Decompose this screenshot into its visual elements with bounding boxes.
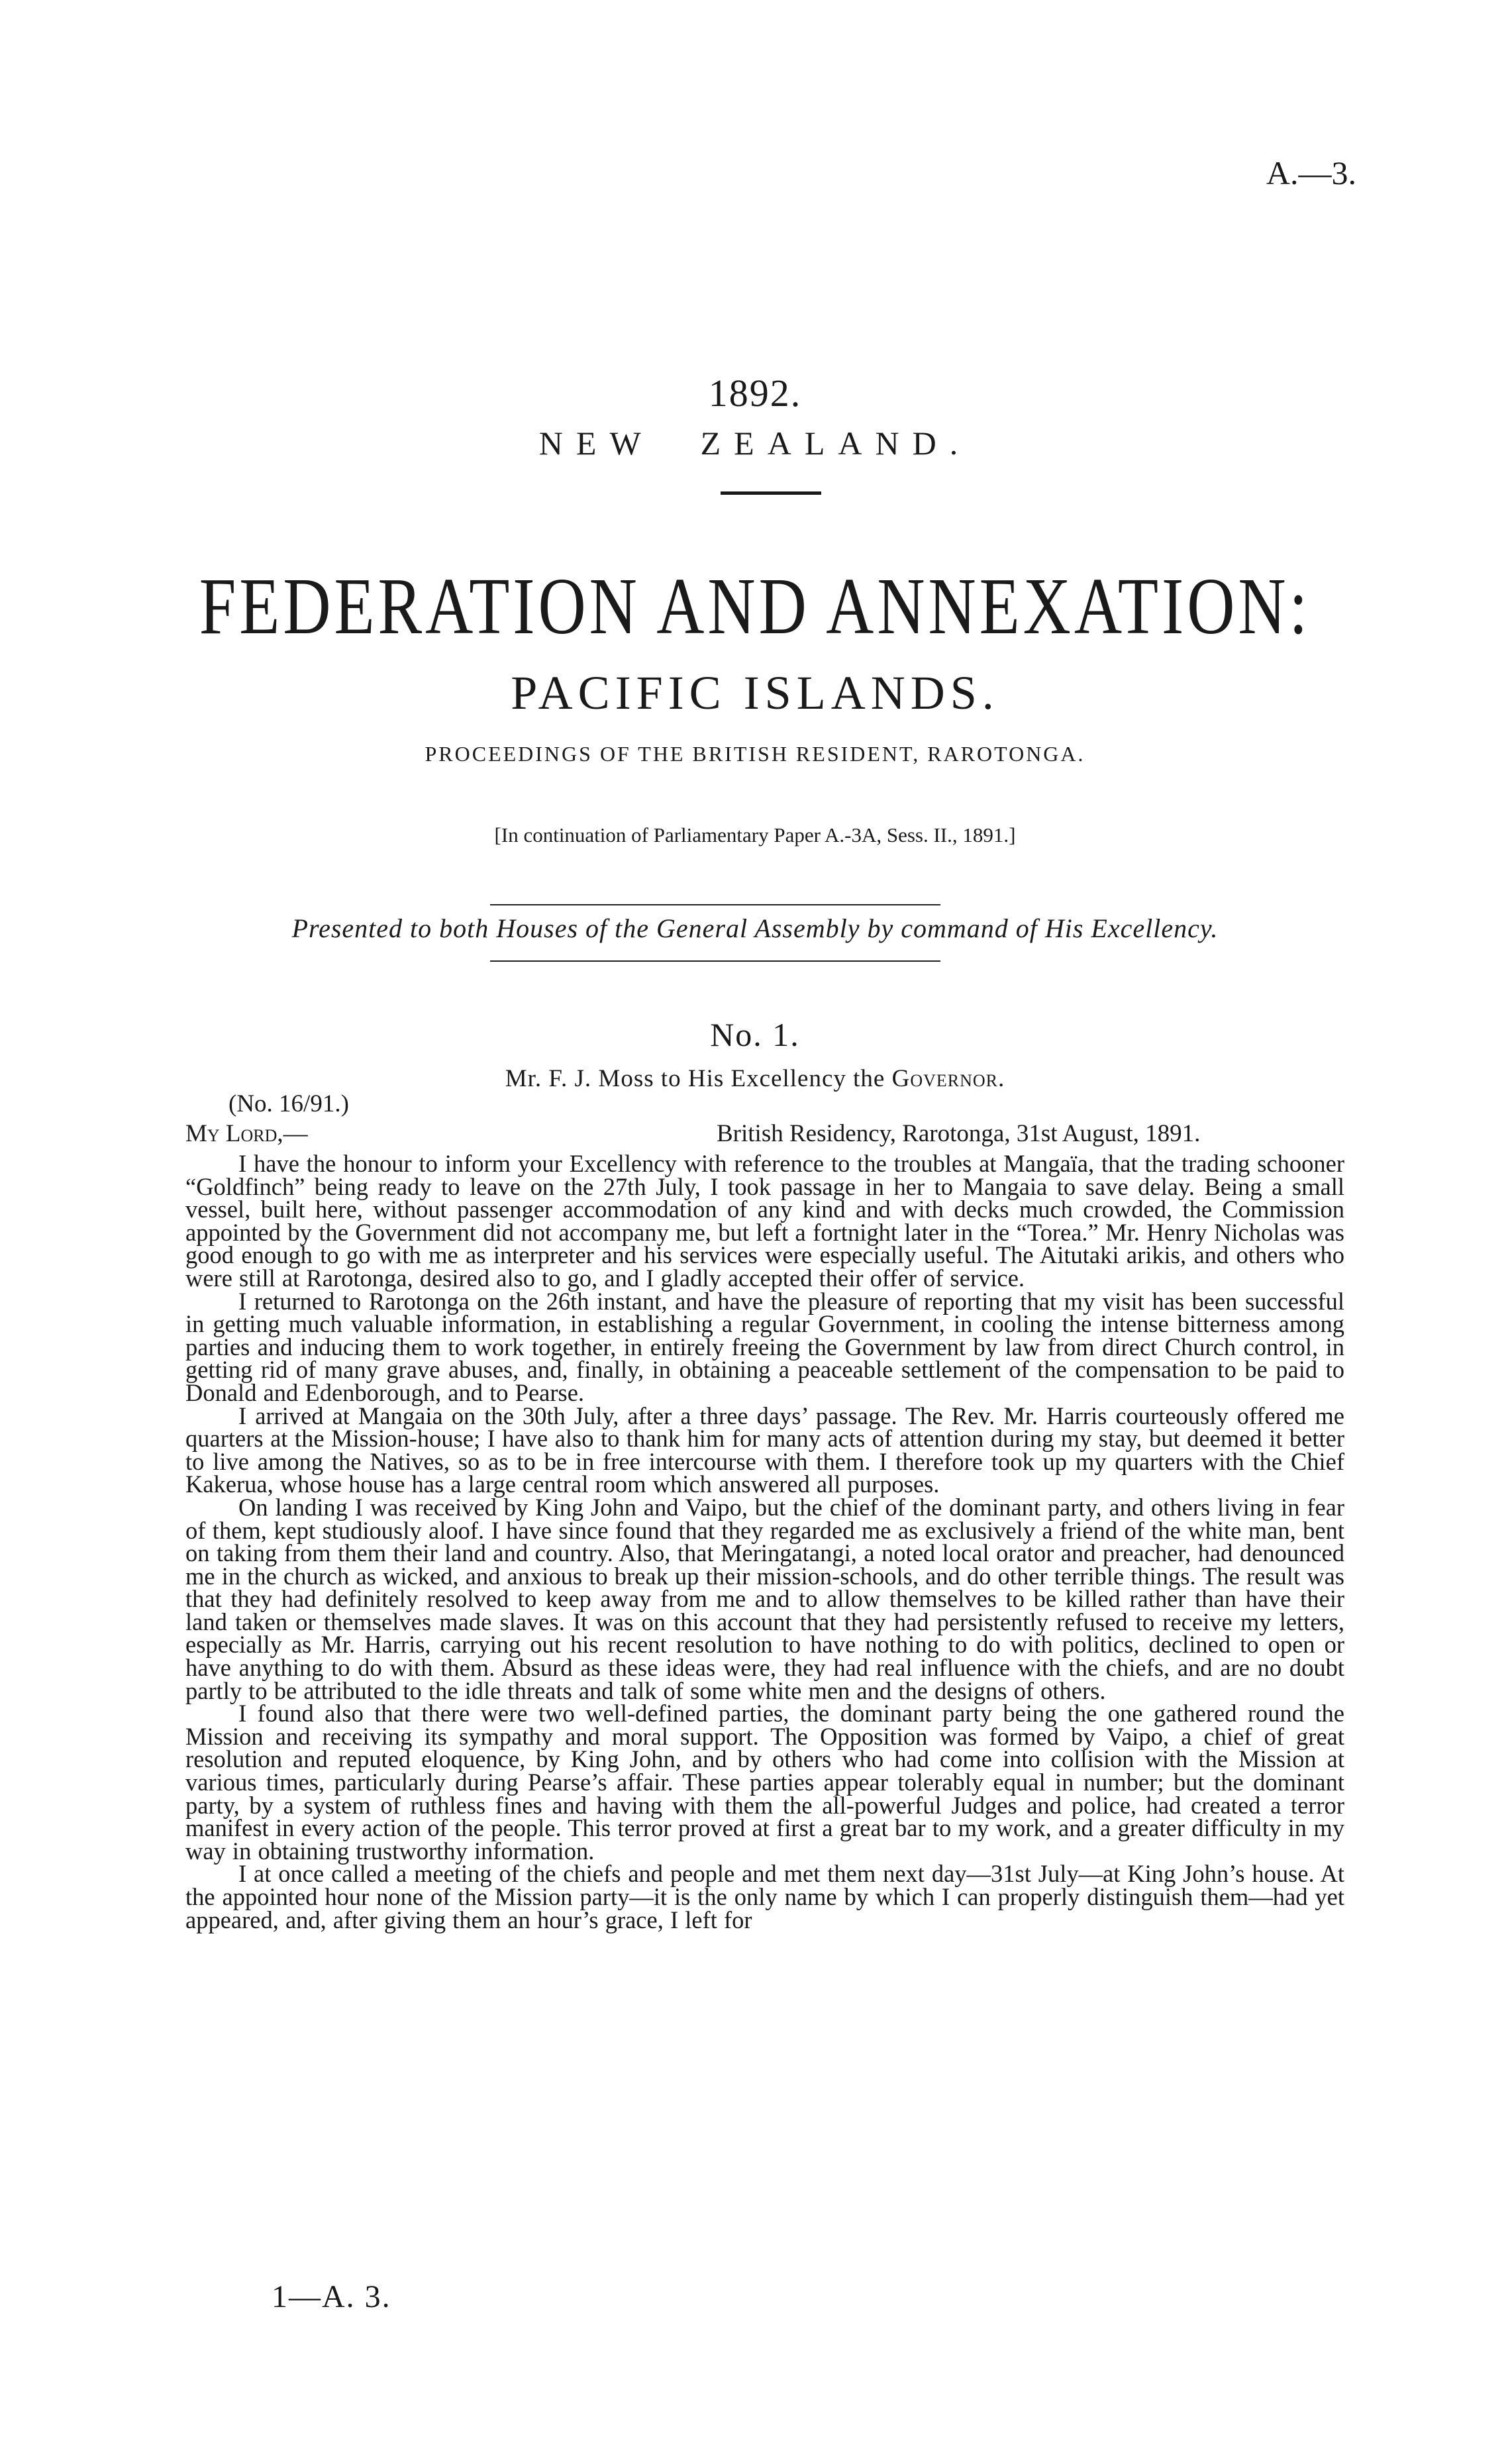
dateline: British Residency, Rarotonga, 31st August, 1891. [717,1120,1201,1147]
continuation-note: [In continuation of Parliamentary Paper A.-3A, Sess. II., 1891.] [494,823,1016,847]
letter-number: No. 1. [710,1016,800,1053]
letter-address [0,1064,1510,1093]
document-number: (No. 16/91.) [228,1090,349,1117]
title-rule [721,491,821,495]
body-paragraph: I have the honour to inform your Excellency with reference to the troubles at Mangaïa, that the trading schooner “Goldfinch” being ready to leave on the 27th July, I took passage in her to Mangaia to save delay. Being a small vessel, built here, without passenger accommodation of any kind and with decks much crowded, the Commission appointed by the Government did not accompany me, but left a fortnight later in the “Torea.” Mr. Henry Nicholas was good enough to go with me as interpreter and his services were especially useful. The Aitutaki arikis, and others who were still at Rarotonga, desired also to go, and I gladly accepted their offer of service. [185,1150,1344,1292]
main-title: FEDERATION AND ANNEXATION: [199,562,1311,651]
document-reference: A.—3. [1266,154,1356,191]
publication-year: 1892. [708,372,802,415]
body-paragraph: I found also that there were two well-defined parties, the dominant party being the one gathered round the Mission and receiving its sympathy and moral support. The Opposition was formed by Vaipo, a chief of great resolution and reputed eloquence, by King John, and by others who had come into collision with the Mission at various times, particularly during Pearse’s affair. These parties appear tolerably equal in number; but the dominant party, by a system of ruthless fines and having with them the all-powerful Judges and police, had created a terror manifest in every action of the people. This terror proved at first a great bar to my work, and a greater difficulty in my way in obtaining trustworthy information. [185,1700,1344,1865]
body-paragraph: I returned to Rarotonga on the 26th instant, and have the pleasure of reporting that my visit has been successful in getting much valuable information, in establishing a regular Government, in cooling the intense bitterness among parties and inducing them to work together, in entirely freeing the Government by law from direct Church control, in getting rid of many grave abuses, and, finally, in obtaining a peaceable settlement of the compensation to be paid to Donald and Edenborough, and to Pearse. [185,1287,1344,1406]
address-prefix: Mr. F. J. Moss to His Excellency the [505,1065,892,1092]
proceedings-line: PROCEEDINGS OF THE BRITISH RESIDENT, RAROTONGA. [425,742,1085,766]
presented-line: Presented to both Houses of the General Assembly by command of His Excellency. [291,913,1219,943]
body-paragraph: I at once called a meeting of the chiefs and people and met them next day—31st July—at King John’s house. At the appointed hour none of the Mission party—it is the only name by which I can properly distinguish them—had yet appeared, and, after giving them an hour’s grace, I left for [185,1860,1344,1933]
body-paragraph: I arrived at Mangaia on the 30th July, after a three days’ passage. The Rev. Mr. Harris courteously offered me quarters at the Mission-house; I have also to thank him for many acts of attention during my stay, but deemed it better to live among the Natives, so as to be in free intercourse with them. I therefore took up my quarters with the Chief Kakerua, whose house has a large central room which answered all purposes. [185,1402,1344,1498]
country-heading [0,424,1510,462]
presented-top-rule [490,904,940,905]
salutation: My Lord,— [185,1120,308,1147]
country-word-1: NEW [538,425,654,462]
page-signature: 1—A. 3. [272,2279,391,2314]
address-recipient: Governor. [891,1065,1005,1092]
letter-body [185,1150,1344,1933]
country-word-2: ZEALAND. [700,425,972,462]
presented-bottom-rule [490,960,940,962]
subtitle: PACIFIC ISLANDS. [511,666,999,719]
body-paragraph: On landing I was received by King John and Vaipo, but the chief of the dominant party, and others living in fear of them, kept studiously aloof. I have since found that they regarded me as exclusively a friend of the white man, bent on taking from them their land and country. Also, that Meringatangi, a noted local orator and preacher, had denounced me in the church as wicked, and anxious to break up their mission-schools, and do other terrible things. The result was that they had definitely resolved to keep away from me and to allow themselves to be killed rather than have their land taken or themselves made slaves. It was on this account that they had persistently refused to receive my letters, especially as Mr. Harris, carrying out his recent resolution to have nothing to do with politics, declined to open or have anything to do with them. Absurd as these ideas were, they had real influence with the chiefs, and are no doubt partly to be attributed to the idle threats and talk of some white men and the designs of others. [185,1493,1344,1704]
